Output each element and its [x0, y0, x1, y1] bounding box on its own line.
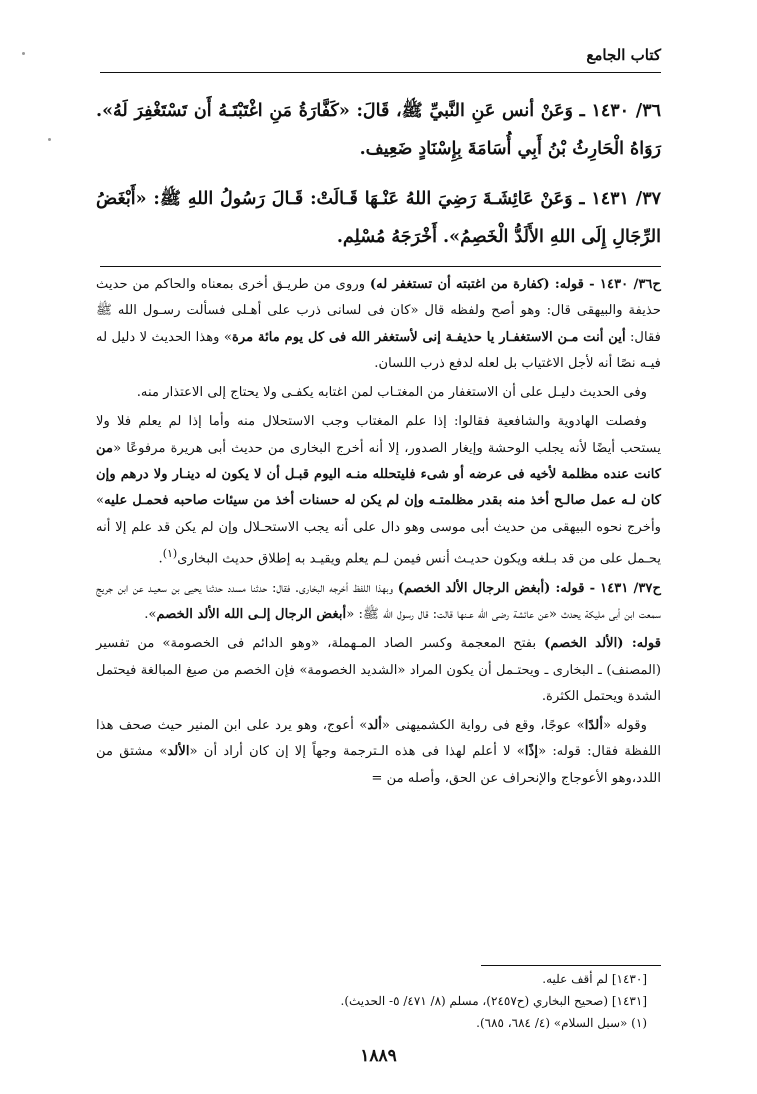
commentary-paragraph-1: ح٣٦/ ١٤٣٠ - قوله: (كفارة من اغتبته أن تستغفر له) وروى من طريـق أخرى بمعناه والحاكم من حديث حذيفة والبيهقى قال: وهو أصح ولفظه قال «كان فى لسانى ذرب على أهـلى فسألت رسـول الله ﷺ فقال: أين أنت مـن الاستغفـار يا حذيفـة إنى لأستغفر الله فى كل يوم مائة مرة» وهذا الحديث لا دليل له فيـه نصًا أنه لأجل الاغتياب بل لعله لدفع ذرب اللسان.: [96, 277, 661, 371]
running-head-title: كتاب الجامع: [586, 46, 661, 64]
section-divider: [100, 266, 661, 267]
scan-speck: [22, 52, 25, 55]
scan-speck: [48, 138, 51, 141]
footnote-1: (١) «سبل السلام» (٤/ ٦٨٤، ٦٨٥).: [476, 1016, 647, 1030]
commentary-label-1430: ح٣٦/ ١٤٣٠ - قوله: (كفارة من اغتبته أن تستغفر له): [369, 277, 661, 292]
footnote-1430: [١٤٣٠] لم أقف عليه.: [542, 972, 647, 986]
hadith-1431: [96, 180, 661, 256]
commentary-paragraph-5: قوله: (الألد الخصم) بفتح المعجمة وكسر الصاد المـهملة، «وهو الدائم فى الخصومة» من تفسير (المصنف) ـ البخارى ـ ويحتـمل أن يكون المراد «الشديد الخصومة» فإن الخصم من صيغ المبالغة فيحتمل الشدة ويحتمل الكثرة.: [96, 636, 661, 704]
page-number: ١٨٨٩: [360, 1046, 397, 1066]
commentary-paragraph-3: وفصلت الهادوية والشافعية فقالوا: إذا علم المغتاب وجب الاستحلال منه وأما إذا لم يعلم فلا ولا يستحب أيضًا لأنه يجلب الوحشة وإيغار الصدور، إلا أنه أخرج البخارى من حديث أبى هريرة مرفوعًا «من كانت عنده مظلمة لأخيه فى عرضه أو شىء فليتحلله منـه اليوم قبـل أن لا يكون له دينـار ولا درهم وإن كان لـه عمل صالـح أخذ منه بقدر مظلمتـه وإن لم يكن له حسنات أخذ من سيئات صاحبه فحمـل عليه» وأخرج نحوه البيهقى من حديث أبى موسى وهو دال على أنه يجب الاستحـلال وإن لم يكن قد علم إلا أنه يحـمل على من قد بـلغه ويكون حديـث أنس فيمن لـم يعلم ويقيـد به إطلاق حديث البخارى$^{(١)}$.: [96, 414, 661, 567]
commentary-paragraph-2: وفى الحديث دليـل على أن الاستغفار من المغتـاب لمن اغتابه يكفـى ولا يحتاج إلى الاعتذار منه.: [136, 385, 647, 401]
commentary-label-1431: ح٣٧/ ١٤٣١ - قوله: (أبغض الرجال الألد الخصم): [397, 580, 662, 596]
commentary-paragraph-4: ح٣٧/ ١٤٣١ - قوله: (أبغض الرجال الألد الخصم) وبهذا اللفظ أخرجه البخارى. فقال: حدثنا مسدد حدثنا يحيى بن سعيـد عن ابن جريج سمعت ابن أبى مليكة يحدث «عن عائشة رضى الله عـنها قالت: قال رسول الله ﷺ: «أبغض الرجال إلـى الله الألد الخصم».: [96, 580, 662, 622]
commentary-paragraph-6: وقوله «ألدًا» عوجًا، وقع فى رواية الكشميهنى «ألد» أعوج، وهو يرد على ابن المنير حيث صحف هذا اللفظة فقال: قوله: «إذًا» لا أعلم لهذا فى هذه الـترجمة وجهاً إلا إن كان أراد أن «الألد» مشتق من اللدد،وهو الأعوجاج والإنحراف عن الحق، وأصله من =: [96, 718, 661, 786]
hadith-1431-text: ٣٧/ ١٤٣١ ـ وَعَنْ عَائِشَـةَ رَضِيَ اللهُ عَنْـهَا قَـالَتْ: قَـالَ رَسُولُ اللهِ ﷺ: «أَبْغَضُ الرِّجَالِ إِلَى اللهِ الأَلَدُّ الْخَصِمُ». أَخْرَجَهُ مُسْلِم.: [96, 189, 662, 247]
commentary: [96, 272, 661, 795]
hadith-1430-text: ٣٦/ ١٤٣٠ ـ وَعَنْ أنس عَنِ النَّبيِّ ﷺ، قَالَ: «كَفَّارَةُ مَنِ اغْتَبْتَـهُ أَن تَسْتَغْفِرَ لَهُ». رَوَاهُ الْحَارِثُ بْنُ أَبِي أُسَامَةَ بِإِسْنَادٍ ضَعِيف.: [96, 101, 661, 159]
hadith-1430: [96, 92, 661, 168]
footnotes: [96, 968, 647, 1034]
footnote-ref-1[interactable]: (١): [162, 546, 178, 560]
running-head: [100, 46, 661, 73]
footnote-rule: [481, 965, 661, 966]
footnote-1431: [١٤٣١] (صحيح البخاري (ح٢٤٥٧)، مسلم (٨/ ٤٧١/ ٥- الحديث).: [340, 994, 647, 1008]
